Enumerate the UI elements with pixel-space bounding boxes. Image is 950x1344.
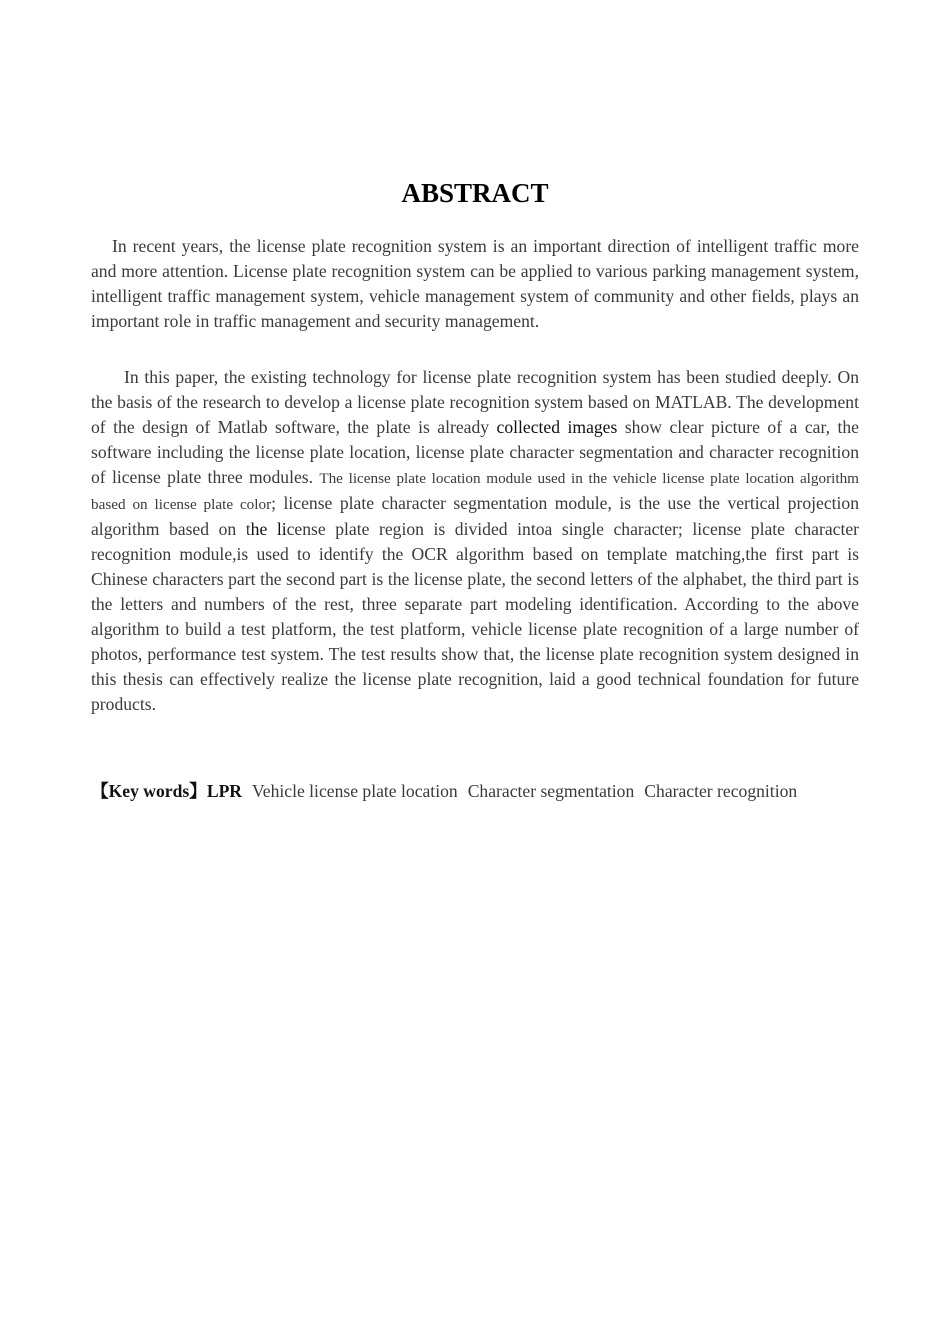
- para2-text-4: The license plate location module used in the vehicle license plate location algorithm based on license plate color: [91, 470, 859, 513]
- para2-text-6: he li: [250, 519, 287, 539]
- keyword-item: Character recognition: [644, 781, 798, 801]
- keywords-label: 【Key words】: [91, 781, 207, 801]
- keyword-item: Character segmentation: [467, 781, 635, 801]
- para2-text-5: ; license plate character segmentation module, is the use the vertical projection algorithm based on t: [91, 493, 859, 539]
- para2-text-3: show clear picture of a car, the software including the license plate location, license plate character segmentation and character recognition of license plate three modules.: [91, 417, 859, 487]
- para2-text-1: In this paper, the existing technology for license plate recognition system has been studied deeply. On the basis of the research to develop a license plate recognition system based on MATLAB. The development of the design of Matlab software, the plate is already: [91, 367, 859, 437]
- para2-text-7: cense plate region is divided intoa single character; license plate character recognition module,is used to identify the OCR algorithm based on template matching,the first part is Chinese characters part the second part is the license plate, the second letters of the alphabet, the third part is the letters and numbers of the rest, three separate part modeling identification. According to the above algorithm to build a test platform, the test platform, vehicle license plate recognition of a large number of photos, performance test system. The test results show that, the license plate recognition system designed in this thesis can effectively realize the license plate recognition, laid a good technical foundation for future products.: [91, 519, 859, 714]
- abstract-paragraph-2: [91, 365, 859, 717]
- keywords-line: [91, 779, 891, 804]
- abstract-paragraph-1: In recent years, the license plate recognition system is an important direction of intelligent traffic more and more attention. License plate recognition system can be applied to various parking management system, intelligent traffic management system, vehicle management system of community and other fields, plays an important role in traffic management and security management.: [91, 236, 859, 331]
- keyword-item: Vehicle license plate location: [252, 781, 458, 801]
- para2-text-2: collected images: [496, 417, 618, 437]
- abstract-title: ABSTRACT: [401, 178, 549, 208]
- keyword-item: LPR: [206, 781, 243, 801]
